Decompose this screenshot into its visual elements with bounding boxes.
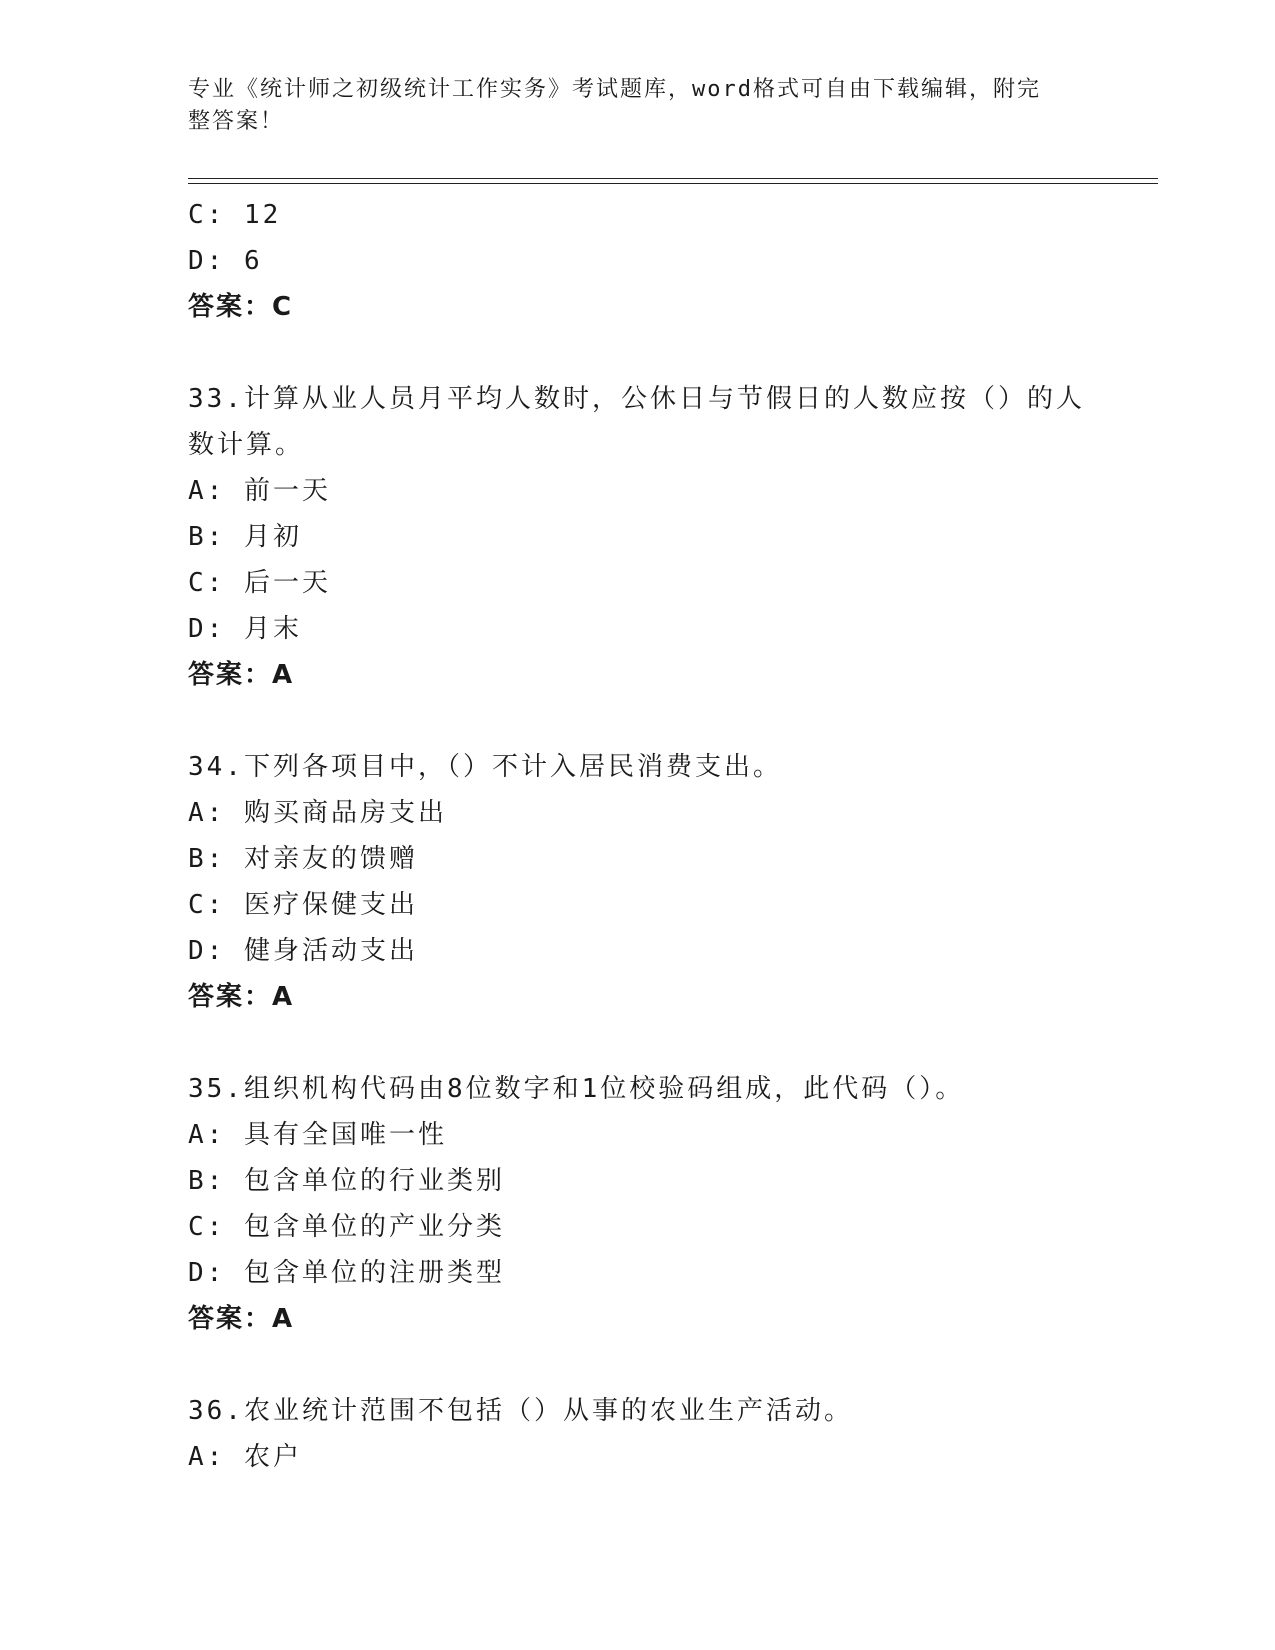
- option-d: D: 月末: [188, 614, 302, 644]
- header-divider-top: [188, 178, 1158, 179]
- question-stem-continued: 数计算。: [188, 430, 305, 460]
- answer-line: 答案：A: [188, 660, 295, 690]
- answer-line: 答案：A: [188, 982, 295, 1012]
- option-c: C: 包含单位的产业分类: [188, 1212, 505, 1242]
- question-stem: 34.下列各项目中，（）不计入居民消费支出。: [188, 752, 782, 782]
- option-c: C: 医疗保健支出: [188, 890, 418, 920]
- option-b: B: 包含单位的行业类别: [188, 1166, 505, 1196]
- answer-line: 答案：A: [188, 1304, 295, 1334]
- option-a: A: 具有全国唯一性: [188, 1120, 447, 1150]
- question-stem: 35.组织机构代码由8位数字和1位校验码组成，此代码（）。: [188, 1074, 965, 1104]
- spacer: [188, 330, 1088, 376]
- option-b: B: 对亲友的馈赠: [188, 844, 418, 874]
- option-d: D: 6: [188, 246, 263, 276]
- option-c: C: 后一天: [188, 568, 331, 598]
- option-b: B: 月初: [188, 522, 302, 552]
- header-divider-bottom: [188, 183, 1158, 184]
- document-header: [188, 74, 1068, 138]
- option-a: A: 购买商品房支出: [188, 798, 447, 828]
- option-d: D: 健身活动支出: [188, 936, 418, 966]
- spacer: [188, 1342, 1088, 1388]
- option-c: C: 12: [188, 200, 282, 230]
- option-a: A: 农户: [188, 1442, 302, 1472]
- answer-line: 答案：C: [188, 292, 294, 322]
- document-body: [188, 192, 1088, 1480]
- spacer: [188, 1020, 1088, 1066]
- question-stem: 36.农业统计范围不包括（）从事的农业生产活动。: [188, 1396, 853, 1426]
- question-stem: 33.计算从业人员月平均人数时，公休日与节假日的人数应按（）的人: [188, 384, 1085, 414]
- header-line-2: 整答案！: [188, 109, 285, 134]
- header-line-1: 专业《统计师之初级统计工作实务》考试题库，word格式可自由下载编辑，附完: [188, 77, 1041, 102]
- option-d: D: 包含单位的注册类型: [188, 1258, 505, 1288]
- option-a: A: 前一天: [188, 476, 331, 506]
- spacer: [188, 698, 1088, 744]
